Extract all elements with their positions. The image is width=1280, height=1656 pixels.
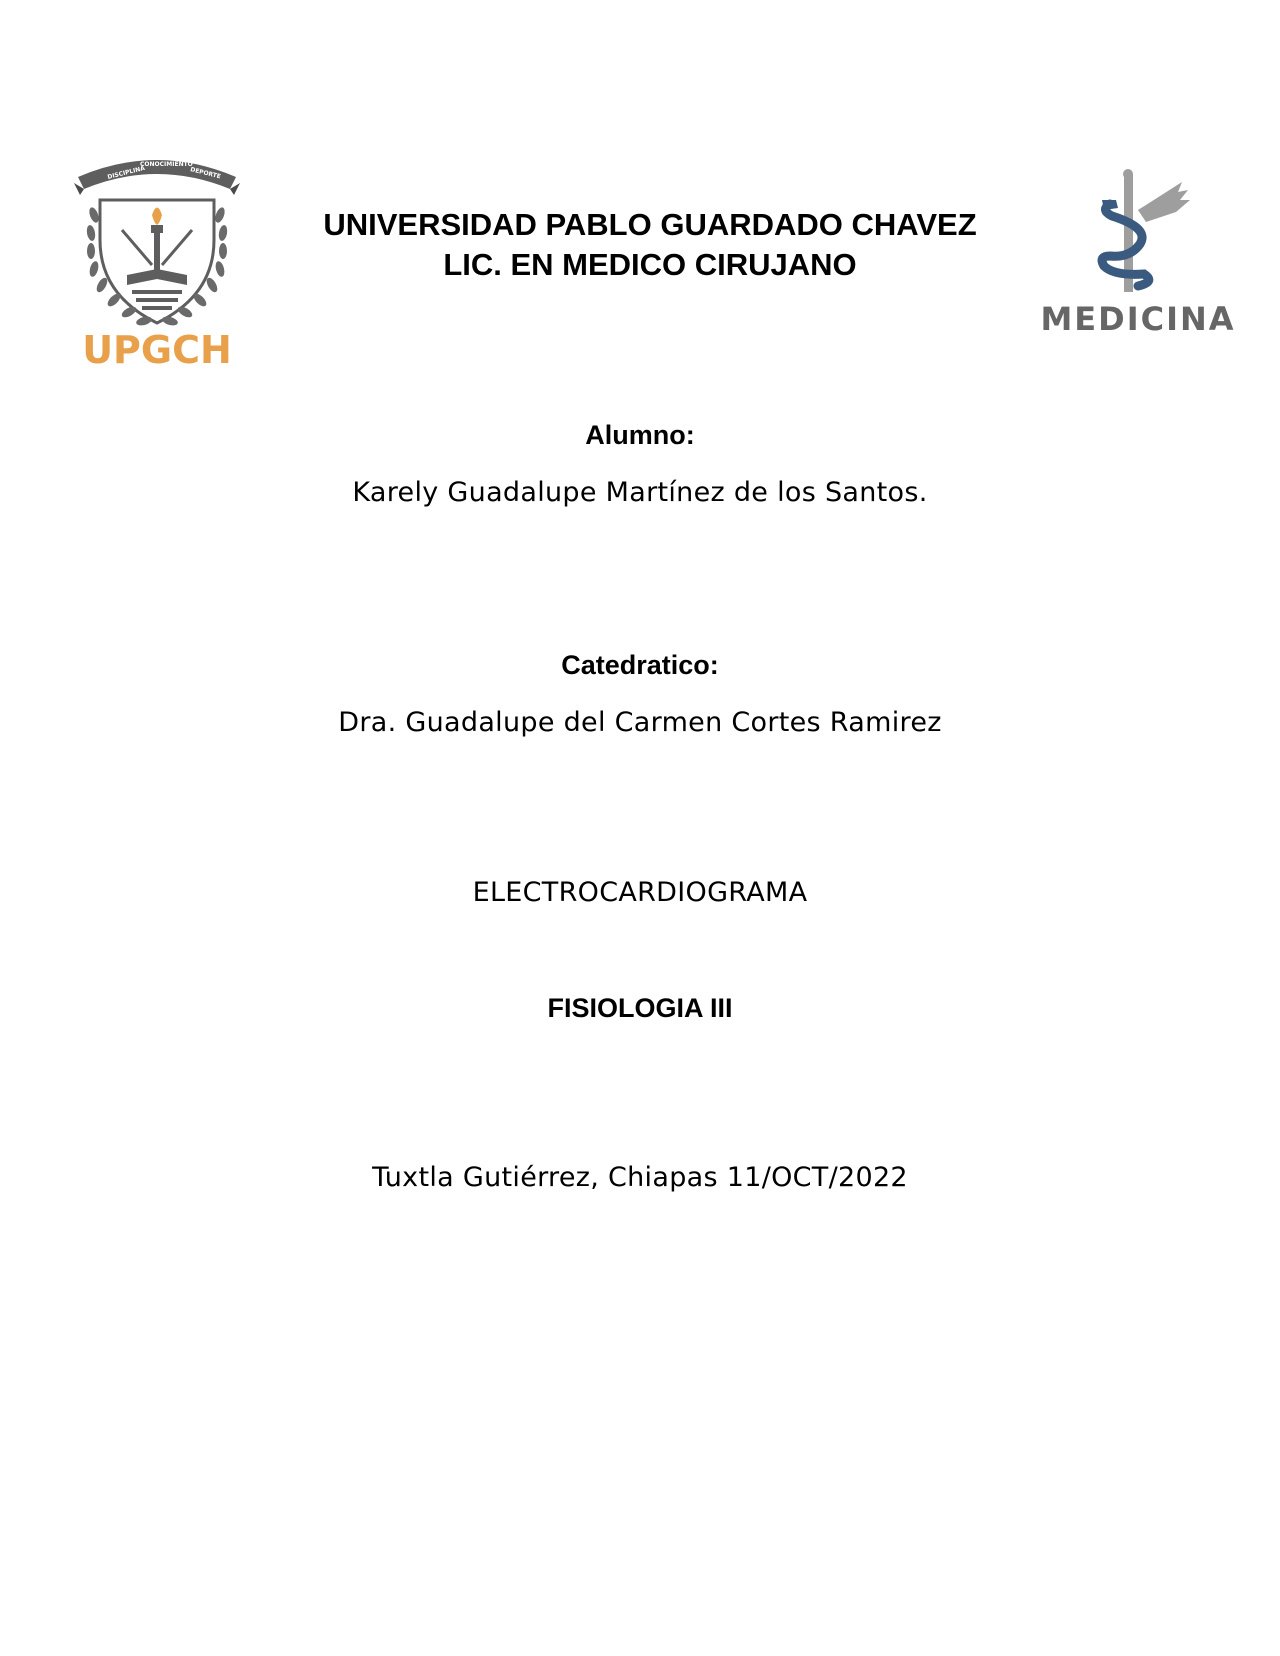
svg-text:DISCIPLINA: DISCIPLINA <box>106 164 146 181</box>
caduceus-medicine-logo <box>1040 170 1236 345</box>
university-crest-logo <box>72 145 242 370</box>
header-titles <box>250 205 1050 285</box>
student-name: Karely Guadalupe Martínez de los Santos. <box>352 477 928 508</box>
program-name: LIC. EN MEDICO CIRUJANO <box>443 247 857 282</box>
student-label: Alumno: <box>585 420 695 450</box>
subject-name: FISIOLOGIA III <box>547 993 733 1023</box>
svg-text:CONOCIMIENTO: CONOCIMIENTO <box>140 161 193 168</box>
svg-text:DEPORTE: DEPORTE <box>189 166 222 181</box>
teacher-label: Catedratico: <box>561 650 719 680</box>
assignment-title: ELECTROCARDIOGRAMA <box>472 877 808 908</box>
university-name: UNIVERSIDAD PABLO GUARDADO CHAVEZ <box>323 207 977 242</box>
svg-text:UPGCH: UPGCH <box>82 328 232 372</box>
place-date: Tuxtla Gutiérrez, Chiapas 11/OCT/2022 <box>372 1162 908 1193</box>
teacher-name: Dra. Guadalupe del Carmen Cortes Ramirez <box>338 707 942 738</box>
svg-text:MEDICINA: MEDICINA <box>1040 300 1236 338</box>
